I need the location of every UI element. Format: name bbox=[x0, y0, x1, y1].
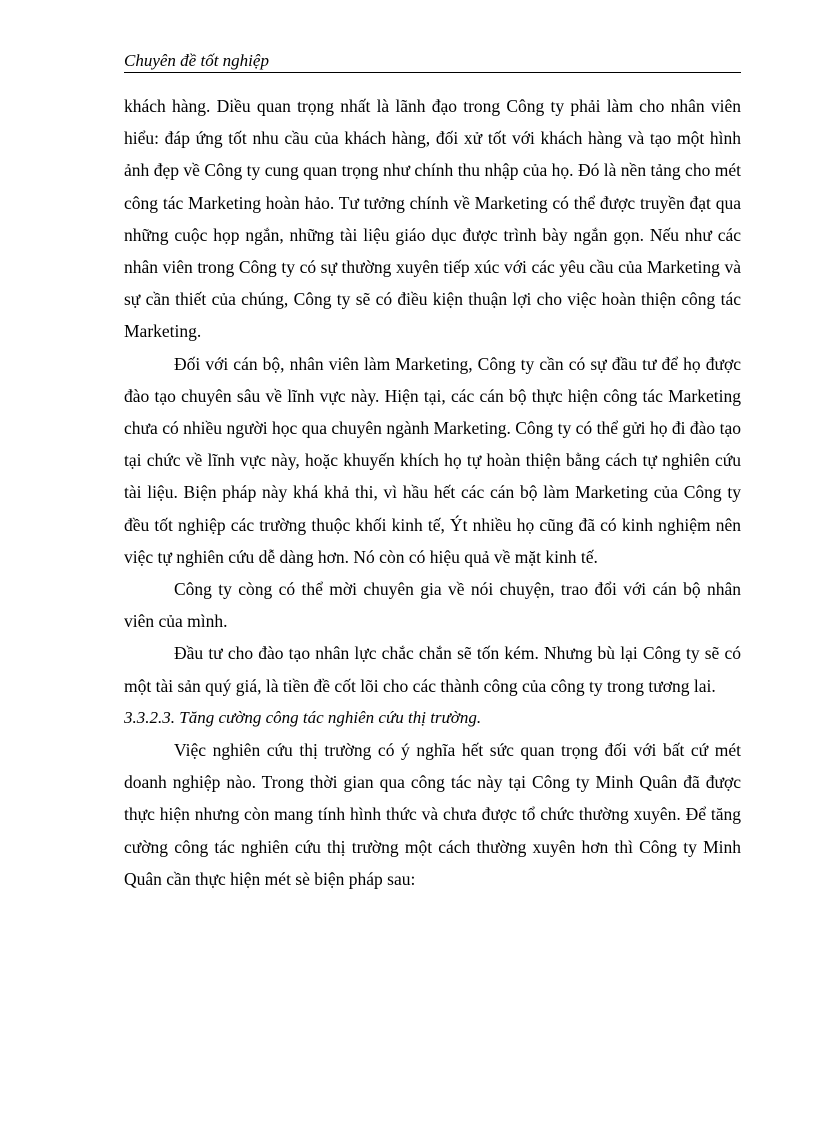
body-text bbox=[124, 90, 741, 895]
page-header bbox=[124, 50, 741, 73]
paragraph-market-research: Việc nghiên cứu thị trường có ý nghĩa hết sức quan trọng đối với bất cứ mét doanh nghiệp nào. Trong thời gian qua công tác này tại Công ty Minh Quân đã được thực hiện nhưng còn mang tính hình thức và chưa được tổ chức thường xuyên. Để tăng cường công tác nghiên cứu thị trường một cách thường xuyên hơn thì Công ty Minh Quân cần thực hiện mét sè biện pháp sau: bbox=[124, 740, 741, 889]
paragraph-staff-training: Đối với cán bộ, nhân viên làm Marketing, Công ty cần có sự đầu tư để họ được đào tạo chuyên sâu về lĩnh vực này. Hiện tại, các cán bộ thực hiện công tác Marketing chưa có nhiều người học qua chuyên ngành Marketing. Công ty có thể gửi họ đi đào tạo tại chức về lĩnh vực này, hoặc khuyến khích họ tự hoàn thiện bằng cách tự nghiên cứu tài liệu. Biện pháp này khá khả thi, vì hầu hết các cán bộ làm Marketing của Công ty đều tốt nghiệp các trường thuộc khối kinh tế, Ýt nhiều họ cũng đã có kinh nghiệm nên việc tự nghiên cứu dễ dàng hơn. Nó còn có hiệu quả về mặt kinh tế. bbox=[124, 353, 741, 567]
paragraph-invite-experts: Công ty còng có thể mời chuyên gia về nói chuyện, trao đổi với cán bộ nhân viên của mình. bbox=[124, 579, 741, 632]
paragraph-training-investment: Đầu tư cho đào tạo nhân lực chắc chắn sẽ tốn kém. Nhưng bù lại Công ty sẽ có một tài sản quý giá, là tiền đề cốt lõi cho các thành công của công ty trong tương lai. bbox=[124, 643, 741, 696]
section-heading: 3.3.2.3. Tăng cường công tác nghiên cứu thị trường. bbox=[124, 707, 482, 727]
header-title: Chuyên đề tốt nghiệp bbox=[124, 51, 269, 70]
paragraph-customer-service: khách hàng. Diều quan trọng nhất là lãnh đạo trong Công ty phải làm cho nhân viên hiểu: đáp ứng tốt nhu cầu của khách hàng, đối xử tốt với khách hàng và tạo một hình ảnh đẹp về Công ty cung quan trọng như chính thu nhập của họ. Đó là nền tảng cho mét công tác Marketing hoàn hảo. Tư tưởng chính về Marketing có thể được truyền đạt qua những cuộc họp ngắn, những tài liệu giáo dục được trình bày ngắn gọn. Nếu như các nhân viên trong Công ty có sự thường xuyên tiếp xúc với các yêu cầu của Marketing và sự cần thiết của chúng, Công ty sẽ có điều kiện thuận lợi cho việc hoàn thiện công tác Marketing. bbox=[124, 96, 741, 342]
